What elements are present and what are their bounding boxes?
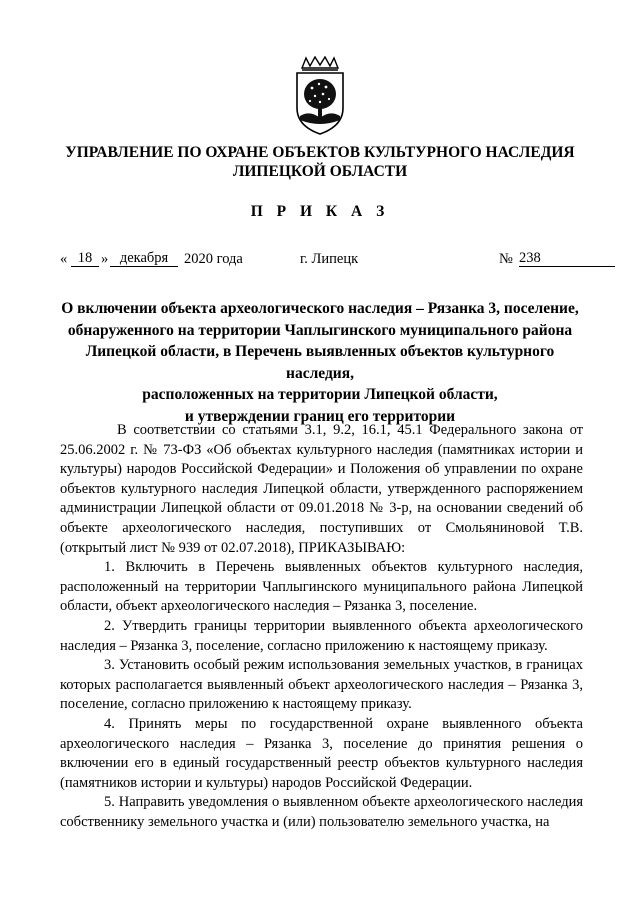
date-month: [110, 251, 178, 267]
order-number-value: 238: [519, 250, 541, 266]
order-body: [60, 421, 583, 832]
heading-line-3: Липецкой области, в Перечень выявленных объектов культурного наследия,: [85, 343, 555, 382]
heading-line-1: О включении объекта археологического наследия – Рязанка 3, поселение,: [61, 300, 579, 317]
quote-close: »: [101, 251, 109, 267]
quote-open: «: [60, 251, 68, 267]
preamble-paragraph: В соответствии со статьями 3.1, 9.2, 16.1, 45.1 Федерального закона от 25.06.2002 г. № 73-ФЗ «Об объектах культурного наследия (памятниках истории и культуры) народов Российской Федерации» и Положения об управлении по охране объектов культурного наследия Липецкой области, утвержденного распоряжением администрации Липецкой области от 09.01.2018 № 3-р, на основании сведений об объекте археологического наследия, поступивших от Смольяниновой Т.В. (открытый лист № 939 от 02.07.2018), ПРИКАЗЫВАЮ:: [60, 422, 583, 556]
order-heading: [60, 298, 580, 427]
order-item-5: 5. Направить уведомления о выявленном объекте археологического наследия собственнику земельного участка и (или) пользователю земельного участка, на: [60, 794, 583, 830]
organization-name: [60, 143, 580, 181]
number-sign: №: [499, 251, 513, 267]
coat-of-arms-icon: [292, 56, 348, 136]
order-item-1: 1. Включить в Перечень выявленных объектов культурного наследия, расположенный на территории Чаплыгинского муниципального района Липецкой области, объект археологического наследия – Рязанка 3, поселение.: [60, 559, 583, 615]
date-year: 2020 года: [184, 251, 243, 267]
order-number: [519, 251, 615, 267]
document-type: П Р И К А З: [250, 203, 390, 220]
order-item-4: 4. Принять меры по государственной охране выявленного объекта археологического наследия – Рязанка 3, поселение до принятия решения о включении его в единый государственный реестр объектов культурного наследия (памятников истории и культуры) народов Российской Федерации.: [60, 715, 583, 791]
organization-line-2: ЛИПЕЦКОЙ ОБЛАСТИ: [232, 163, 408, 180]
date-month-value: декабря: [119, 250, 169, 266]
order-item-3: 3. Установить особый режим использования земельных участков, в границах которых располагается выявленный объект археологического наследия – Рязанка 3, поселение, согласно приложению к настоящему приказу.: [60, 657, 583, 713]
order-item-2: 2. Утвердить границы территории выявленного объекта археологического наследия – Рязанка 3, поселение, согласно приложению к настоящему приказу.: [60, 617, 583, 654]
heading-line-4: расположенных на территории Липецкой области,: [142, 386, 498, 403]
organization-line-1: УПРАВЛЕНИЕ ПО ОХРАНЕ ОБЪЕКТОВ КУЛЬТУРНОГО НАСЛЕДИЯ: [65, 144, 575, 161]
heading-line-5: и утверждении границ его территории: [184, 407, 456, 425]
heading-line-2: обнаруженного на территории Чаплыгинского муниципального района: [67, 321, 573, 339]
date-day: [71, 251, 99, 267]
date-line: [0, 251, 640, 271]
date-day-value: 18: [77, 250, 93, 266]
city-name: г. Липецк: [300, 251, 359, 267]
